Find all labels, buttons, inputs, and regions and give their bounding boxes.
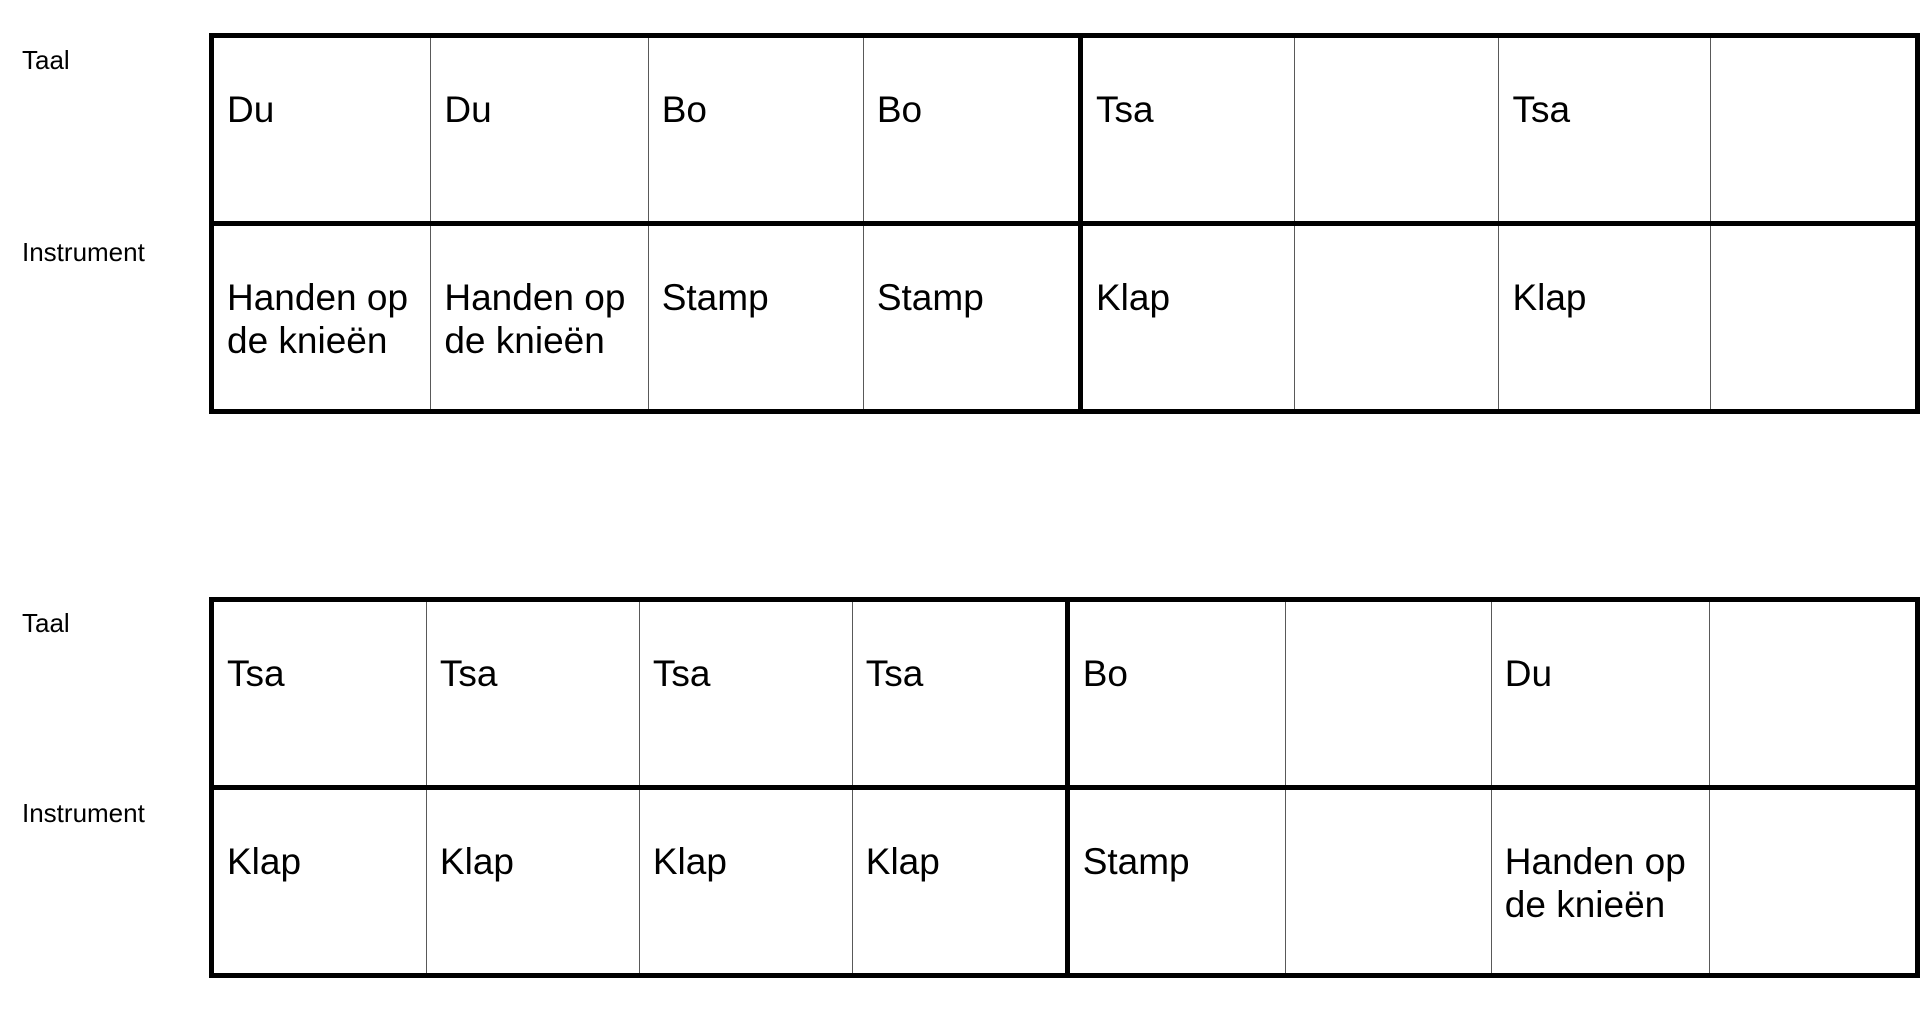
taal-cell (1711, 36, 1918, 224)
instrument-cell: Klap (212, 788, 427, 976)
taal-cell (1294, 36, 1499, 224)
taal-cell: Tsa (1499, 36, 1711, 224)
instrument-row (212, 224, 1918, 412)
taal-cell: Bo (863, 36, 1080, 224)
instrument-cell (1711, 224, 1918, 412)
instrument-row (212, 788, 1918, 976)
instrument-cell (1285, 788, 1491, 976)
instrument-cell: Klap (639, 788, 852, 976)
instrument-cell: Handen op de knieën (431, 224, 648, 412)
instrument-cell: Handen op de knieën (212, 224, 431, 412)
taal-cell: Tsa (639, 600, 852, 788)
instrument-cell (1709, 788, 1917, 976)
instrument-cell: Handen op de knieën (1491, 788, 1709, 976)
taal-cell: Bo (648, 36, 863, 224)
rhythm-table-2 (209, 597, 1920, 978)
taal-cell: Tsa (426, 600, 639, 788)
taal-cell (1709, 600, 1917, 788)
taal-cell: Du (212, 36, 431, 224)
taal-cell: Du (1491, 600, 1709, 788)
taal-cell (1285, 600, 1491, 788)
instrument-cell: Klap (426, 788, 639, 976)
instrument-cell (1294, 224, 1499, 412)
taal-cell: Tsa (212, 600, 427, 788)
instrument-cell: Stamp (648, 224, 863, 412)
instrument-cell: Klap (1499, 224, 1711, 412)
instrument-cell: Klap (1080, 224, 1294, 412)
instrument-cell: Klap (852, 788, 1067, 976)
taal-cell: Bo (1067, 600, 1285, 788)
rhythm-table-1 (209, 33, 1920, 414)
taal-cell: Du (431, 36, 648, 224)
row-label-instrument: Instrument (22, 798, 145, 828)
row-label-taal: Taal (22, 45, 70, 75)
taal-cell: Tsa (1080, 36, 1294, 224)
taal-row (212, 600, 1918, 788)
taal-row (212, 36, 1918, 224)
row-label-instrument: Instrument (22, 237, 145, 267)
instrument-cell: Stamp (1067, 788, 1285, 976)
taal-cell: Tsa (852, 600, 1067, 788)
instrument-cell: Stamp (863, 224, 1080, 412)
row-label-taal: Taal (22, 608, 70, 638)
